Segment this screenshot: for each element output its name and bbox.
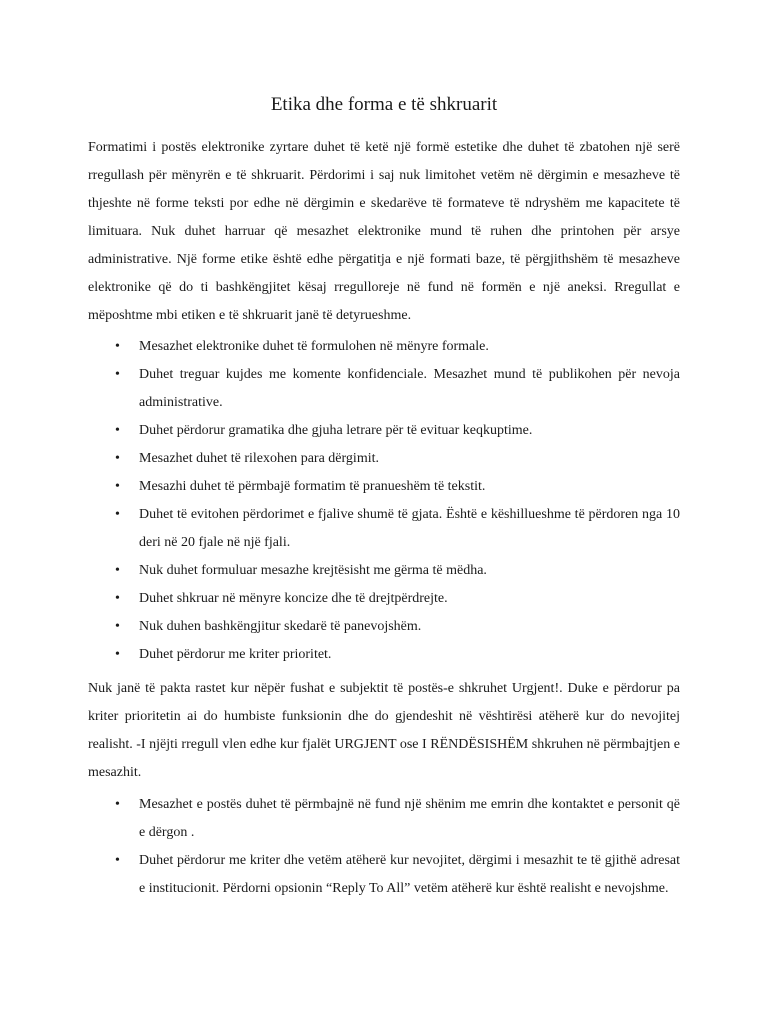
bullet-icon: • xyxy=(115,797,120,812)
list-item: • Duhet të evitohen përdorimet e fjalive shumë të gjata. Është e këshillueshme të përdoren nga 10 deri në 20 fjale në një fjali. xyxy=(0,501,680,557)
bullet-icon: • xyxy=(115,591,120,606)
rules-list xyxy=(0,333,768,669)
bullet-icon: • xyxy=(115,563,120,578)
bullet-icon: • xyxy=(115,367,120,382)
bullet-icon: • xyxy=(115,647,120,662)
bullet-icon: • xyxy=(115,853,120,868)
list-item: • Duhet përdorur gramatika dhe gjuha letrare për të evituar keqkuptime. xyxy=(0,417,680,445)
document-title: Etika dhe forma e të shkruarit xyxy=(270,94,498,115)
bullet-icon: • xyxy=(115,339,120,354)
list-item: • Duhet përdorur me kriter dhe vetëm atëherë kur nevojitet, dërgimi i mesazhit te të gjithë adresat e institucionit. Përdorni opsionin “Reply To All” vetëm atëherë kur është realisht e nevojshme. xyxy=(0,847,680,903)
bullet-icon: • xyxy=(115,423,120,438)
urgent-paragraph: Nuk janë të pakta rastet kur nëpër fushat e subjektit të postës-e shkruhet Urgjent!. Duke e përdorur pa kriter prioritetin ai do humbiste funksionin dhe do gjendeshit në vështirësi atëherë kur do nevojitej realisht. -I njëjti rregull vlen edhe kur fjalët URGJENT ose I RËNDËSISHËM shkruhen në përmbajtjen e mesazhit. xyxy=(88,681,680,780)
closing-rules-list xyxy=(0,791,768,903)
bullet-icon: • xyxy=(115,507,120,522)
list-item: • Duhet shkruar në mënyre koncize dhe të drejtpërdrejte. xyxy=(0,585,680,613)
bullet-icon: • xyxy=(115,451,120,466)
bullet-icon: • xyxy=(115,479,120,494)
list-item: • Mesazhet duhet të rilexohen para dërgimit. xyxy=(0,445,680,473)
list-item: • Mesazhi duhet të përmbajë formatim të pranueshëm të tekstit. xyxy=(0,473,680,501)
list-item: • Nuk duhen bashkëngjitur skedarë të panevojshëm. xyxy=(0,613,680,641)
intro-paragraph: Formatimi i postës elektronike zyrtare duhet të ketë një formë estetike dhe duhet të zbatohen një serë rregullash për mënyrën e të shkruarit. Përdorimi i saj nuk limitohet vetëm në dërgimin e mesazheve të thjeshte në forme teksti por edhe në dërgimin e skedarëve të formateve të ndryshëm me kapacitete të limituara. Nuk duhet harruar që mesazhet elektronike mund të ruhen dhe printohen për arsye administrative. Një forme etike është edhe përgatitja e një formati baze, të përgjithshëm të mesazheve elektronike që do ti bashkëngjitet kësaj rregulloreje në fund në formën e një aneksi. Rregullat e mëposhtme mbi etiken e të shkruarit janë të detyrueshme. xyxy=(88,140,680,323)
bullet-icon: • xyxy=(115,619,120,634)
list-item: • Nuk duhet formuluar mesazhe krejtësisht me gërma të mëdha. xyxy=(0,557,680,585)
list-item: • Mesazhet e postës duhet të përmbajnë në fund një shënim me emrin dhe kontaktet e personit që e dërgon . xyxy=(0,791,680,847)
list-item: • Duhet treguar kujdes me komente konfidenciale. Mesazhet mund të publikohen për nevoja administrative. xyxy=(0,361,680,417)
list-item: • Duhet përdorur me kriter prioritet. xyxy=(0,641,680,669)
list-item: • Mesazhet elektronike duhet të formulohen në mënyre formale. xyxy=(0,333,680,361)
